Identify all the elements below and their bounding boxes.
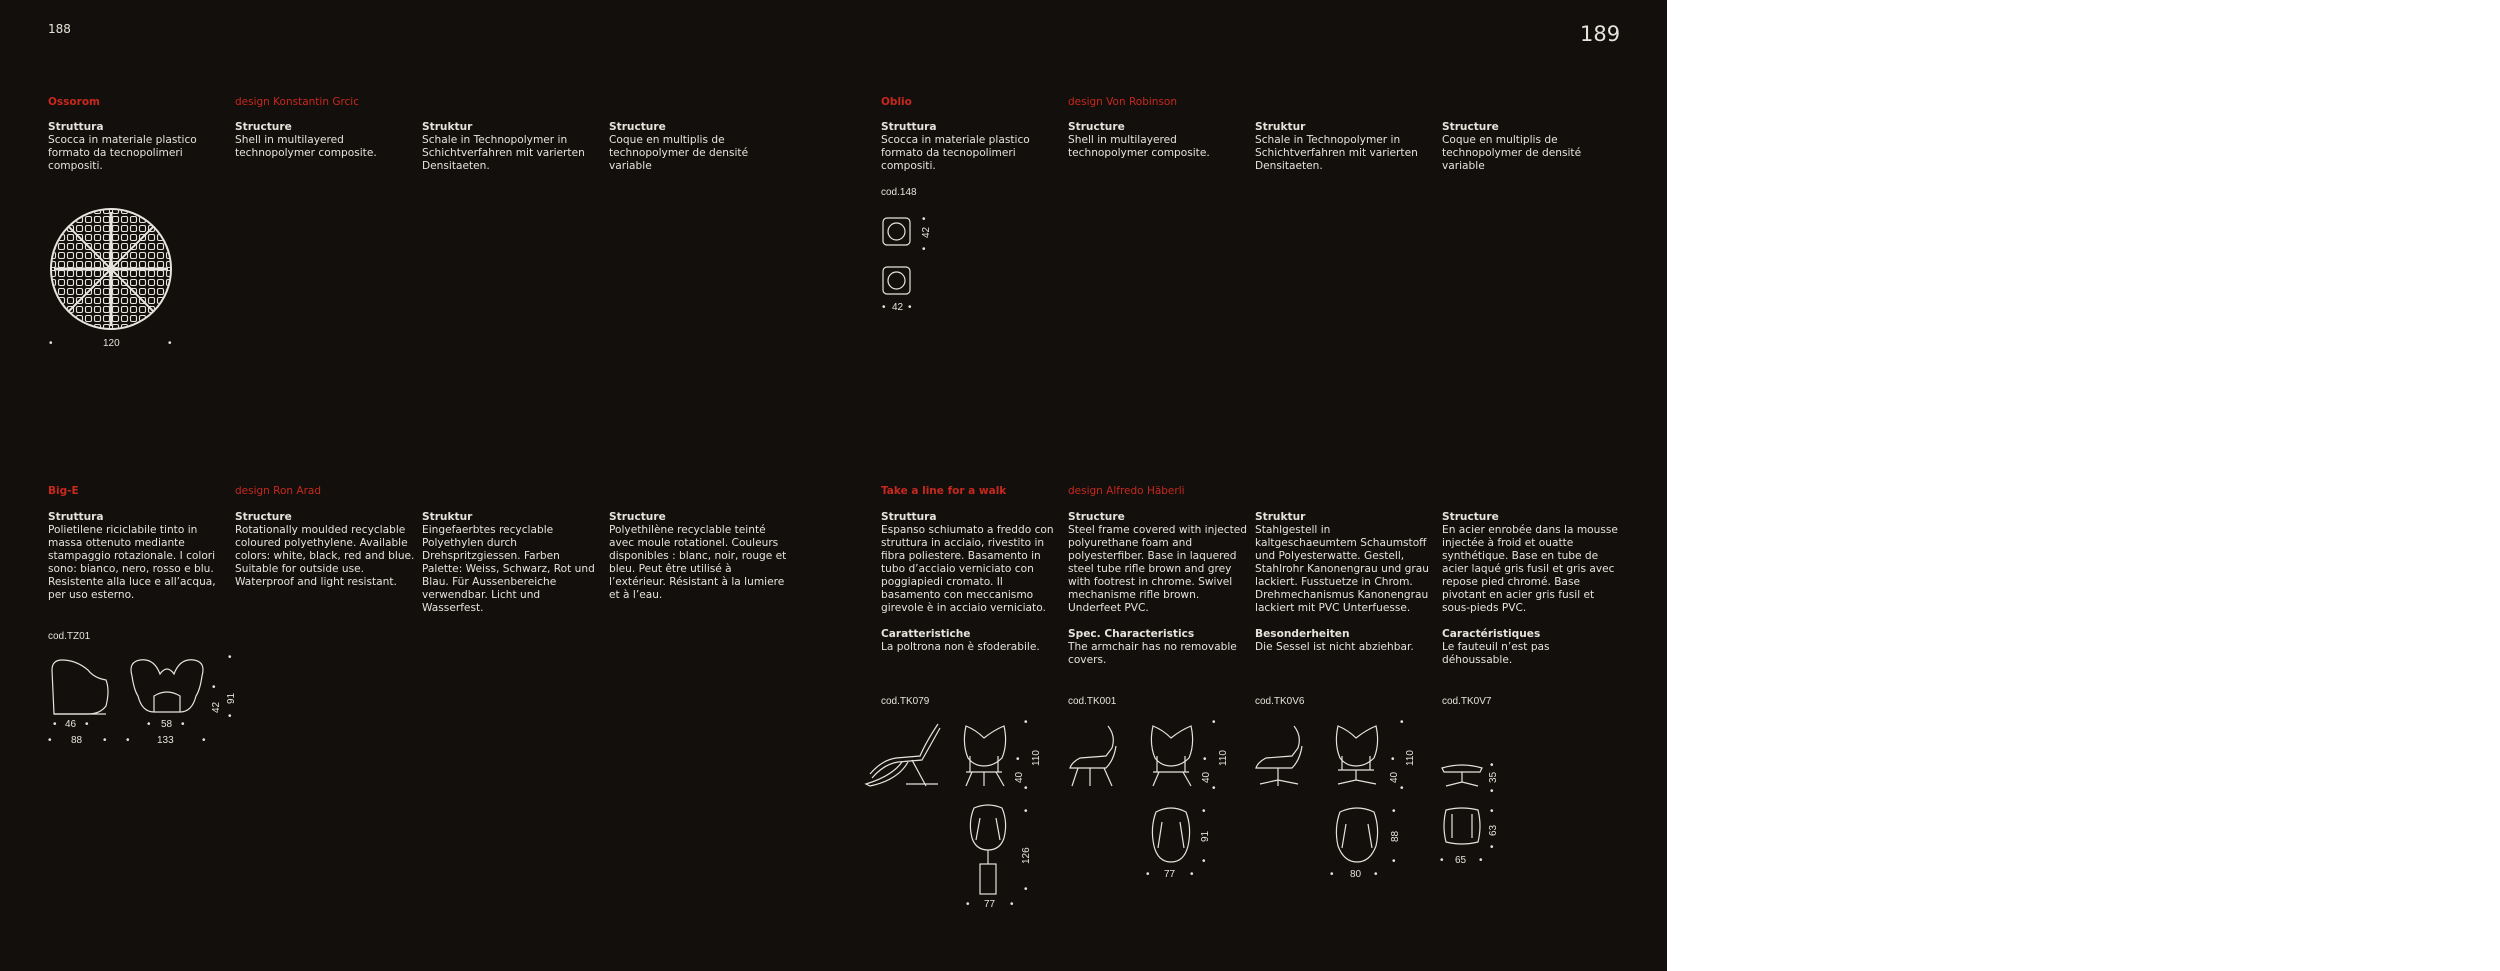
- spec-heading: Struttura: [881, 511, 937, 523]
- spec-text: Coque en multiplis de technopolymer de densité variable: [609, 134, 749, 172]
- spec-column-it: [48, 511, 228, 602]
- spec-column-fr: [609, 511, 789, 602]
- dim-91: 91: [226, 692, 237, 704]
- spec-heading-characteristics: Spec. Characteristics: [1068, 628, 1195, 640]
- spec-heading: Structure: [1442, 121, 1499, 133]
- product-code: cod.148: [881, 187, 917, 198]
- dim-tick: •: [49, 338, 53, 349]
- spec-text: Coque en multiplis de technopolymer de densité variable: [1442, 134, 1582, 172]
- spec-heading: Struktur: [1255, 511, 1306, 523]
- spec-heading: Structure: [235, 121, 292, 133]
- dim-tick: •: [1190, 869, 1194, 880]
- dim-tick: •: [966, 899, 970, 910]
- dim-tick: •: [1024, 783, 1028, 794]
- spec-column-fr: [1442, 511, 1622, 667]
- spec-text: Rotationally moulded recyclable coloured polyethylene. Available colors: white, black, red and blue. Suitable for outside use. Waterproof and light resistant.: [235, 524, 415, 588]
- spec-column-en: [1068, 511, 1248, 667]
- dim-tick: •: [202, 735, 206, 746]
- spec-column-it: [881, 511, 1061, 654]
- dim-tick: •: [212, 682, 216, 693]
- spec-heading-characteristics: Caractéristiques: [1442, 628, 1541, 640]
- dim-tick: •: [1400, 717, 1404, 728]
- dim-tick: •: [1490, 806, 1494, 817]
- spec-text: Polyethilène recyclable teinté avec moule rotationel. Couleurs disponibles : blanc, noir, rouge et bleu. Peut être utilisé à l’extérieur. Résistant à la lumiere et à l’eau.: [609, 524, 787, 601]
- dim-tick: •: [228, 711, 232, 722]
- dim-80: 80: [1350, 869, 1362, 880]
- dim-63: 63: [1488, 824, 1499, 836]
- spec-heading: Struttura: [48, 511, 104, 523]
- big-e-side-drawing: [48, 656, 110, 716]
- variant-code: cod.TK001: [1068, 696, 1117, 707]
- spec-column-en: [1068, 121, 1248, 160]
- ossorom-drawing: [48, 206, 178, 336]
- spec-heading: Struktur: [422, 121, 473, 133]
- dim-tick: •: [1490, 760, 1494, 771]
- spec-text: Scocca in materiale plastico formato da tecnopolimeri compositi.: [881, 134, 1030, 172]
- spec-text: Scocca in materiale plastico formato da tecnopolimeri compositi.: [48, 134, 197, 172]
- variant-code: cod.TK0V6: [1255, 696, 1305, 707]
- spec-heading-characteristics: Besonderheiten: [1255, 628, 1350, 640]
- spec-column-de: [422, 511, 602, 615]
- dim-126: 126: [1021, 847, 1032, 864]
- dim-tick: •: [228, 652, 232, 663]
- dim-88: 88: [71, 735, 83, 746]
- dim-tick: •: [1374, 869, 1378, 880]
- big-e-front-drawing: [126, 656, 208, 716]
- swivel-side-drawing: [1252, 722, 1310, 788]
- spec-text-characteristics: Le fauteuil n’est pas déhoussable.: [1442, 641, 1550, 666]
- product-name: Ossorom: [48, 96, 100, 108]
- dim-tick: •: [1024, 884, 1028, 895]
- dim-tick: •: [1203, 754, 1207, 765]
- lounge-side-drawing: [862, 720, 942, 788]
- product-designer: design Von Robinson: [1068, 96, 1177, 108]
- spec-column-it: [48, 121, 228, 173]
- dim-tick: •: [1010, 899, 1014, 910]
- spec-heading: Struktur: [422, 511, 473, 523]
- dim-88: 88: [1390, 830, 1401, 842]
- dim-tick: •: [147, 719, 151, 730]
- spec-column-de: [1255, 121, 1435, 173]
- dim-height: 42: [921, 226, 932, 238]
- dim-width: 42: [892, 302, 904, 313]
- dim-tick: •: [1400, 783, 1404, 794]
- spec-heading: Structure: [609, 121, 666, 133]
- dim-tick: •: [1016, 754, 1020, 765]
- spec-heading: Struttura: [48, 121, 104, 133]
- dim-tick: •: [882, 302, 886, 313]
- spec-text: Espanso schiumato a freddo con struttura in acciaio, rivestito in fibra poliestere. Basamento in tubo d’acciaio verniciato con poggiapiedi cromato. Il basamento con meccanismo girevole è in acciaio verniciato.: [881, 524, 1054, 614]
- dim-65: 65: [1455, 855, 1467, 866]
- variant-code: cod.TK079: [881, 696, 930, 707]
- dim-tick: •: [1392, 806, 1396, 817]
- spec-heading: Structure: [1068, 121, 1125, 133]
- oblio-front-drawing: [882, 217, 912, 247]
- product-designer: design Alfredo Häberli: [1068, 485, 1185, 497]
- spec-text: Schale in Technopolymer in Schichtverfahren mit varierten Densitaeten.: [422, 134, 585, 172]
- dim-91: 91: [1200, 830, 1211, 842]
- page-number-left: 188: [48, 22, 71, 36]
- spec-column-de: [422, 121, 602, 173]
- dim-tick: •: [922, 244, 926, 255]
- dim-tick: •: [1212, 717, 1216, 728]
- spec-heading-characteristics: Caratteristiche: [881, 628, 971, 640]
- product-designer: design Konstantin Grcic: [235, 96, 360, 108]
- dim-42: 42: [211, 701, 222, 713]
- footstool-side-drawing: [1440, 762, 1484, 788]
- dim-tick: •: [126, 735, 130, 746]
- dim-133: 133: [157, 735, 174, 746]
- swivel-top-drawing: [1332, 806, 1382, 866]
- spec-column-en: [235, 511, 415, 589]
- dim-tick: •: [53, 719, 57, 730]
- dim-tick: •: [1212, 783, 1216, 794]
- dim-110: 110: [1031, 750, 1042, 766]
- dim-tick: •: [85, 719, 89, 730]
- spec-column-de: [1255, 511, 1435, 654]
- spec-text: Shell in multilayered technopolymer composite.: [1068, 134, 1210, 159]
- dim-tick: •: [1146, 869, 1150, 880]
- spec-text-characteristics: La poltrona non è sfoderabile.: [881, 641, 1040, 653]
- spec-heading: Struktur: [1255, 121, 1306, 133]
- dim-58: 58: [161, 719, 173, 730]
- dim-tick: •: [181, 719, 185, 730]
- spec-heading: Structure: [1068, 511, 1125, 523]
- dim-tick: •: [48, 735, 52, 746]
- product-name: Big-E: [48, 485, 79, 497]
- spec-heading: Struttura: [881, 121, 937, 133]
- spec-column-fr: [1442, 121, 1622, 173]
- dim-tick: •: [168, 338, 172, 349]
- spec-column-fr: [609, 121, 789, 173]
- dim-46: 46: [65, 719, 77, 730]
- dim-tick: •: [1024, 806, 1028, 817]
- variant-code: cod.TK0V7: [1442, 696, 1492, 707]
- dim-width: 120: [103, 338, 120, 349]
- dim-35: 35: [1488, 771, 1499, 783]
- dim-77: 77: [1164, 869, 1176, 880]
- dim-tick: •: [1202, 856, 1206, 867]
- dim-tick: •: [1490, 842, 1494, 853]
- product-designer: design Ron Arad: [235, 485, 322, 497]
- dim-tick: •: [1330, 869, 1334, 880]
- lounge-top-drawing: [966, 804, 1010, 896]
- footstool-top-drawing: [1440, 806, 1484, 846]
- dim-tick: •: [1391, 754, 1395, 765]
- page-number-right: 189: [1580, 22, 1621, 46]
- spec-column-it: [881, 121, 1061, 173]
- dim-tick: •: [908, 302, 912, 313]
- dim-40: 40: [1014, 771, 1025, 783]
- spec-column-en: [235, 121, 415, 160]
- spec-text: Polietilene riciclabile tinto in massa ottenuto mediante stampaggio rotazionale. I colori sono: bianco, nero, rosso e blu. Resistente alla luce e all’acqua, per uso esterno.: [48, 524, 216, 601]
- spec-text: Eingefaerbtes recyclable Polyethylen durch Drehspritzgiessen. Farben Palette: Weiss, Schwarz, Rot und Blau. Für Aussenbereiche verwendbar. Licht und Wasserfest.: [422, 524, 595, 614]
- oblio-top-drawing: [882, 266, 912, 296]
- spec-text: Schale in Technopolymer in Schichtverfahren mit varierten Densitaeten.: [1255, 134, 1418, 172]
- spec-text: En acier enrobée dans la mousse injectée à froid et ouatte synthétique. Base en tube de acier laqué gris fusil et gris avec repose pied chromé. Base pivotant en acier gris fusil et sous-pieds PVC.: [1442, 524, 1618, 614]
- dim-tick: •: [1392, 856, 1396, 867]
- spec-text-characteristics: The armchair has no removable covers.: [1068, 641, 1237, 666]
- dim-tick: •: [103, 735, 107, 746]
- dim-40: 40: [1201, 771, 1212, 783]
- dim-tick: •: [1479, 855, 1483, 866]
- spec-text: Steel frame covered with injected polyurethane foam and polyesterfiber. Base in laquered steel tube rifle brown and grey with footrest in chrome. Swivel mechanisme rifle brown. Underfeet PVC.: [1068, 524, 1248, 614]
- dim-tick: •: [1440, 855, 1444, 866]
- dim-tick: •: [1024, 717, 1028, 728]
- armchair-front-drawing: [1147, 722, 1197, 788]
- lounge-front-drawing: [960, 722, 1010, 788]
- spec-heading: Structure: [1442, 511, 1499, 523]
- dim-tick: •: [1490, 786, 1494, 797]
- dim-40: 40: [1389, 771, 1400, 783]
- product-code: cod.TZ01: [48, 631, 91, 642]
- dim-tick: •: [1202, 806, 1206, 817]
- spec-text-characteristics: Die Sessel ist nicht abziehbar.: [1255, 641, 1414, 653]
- dim-110: 110: [1405, 750, 1416, 766]
- dim-77: 77: [984, 899, 996, 910]
- dim-110: 110: [1218, 750, 1229, 766]
- spec-heading: Structure: [235, 511, 292, 523]
- spec-text: Shell in multilayered technopolymer composite.: [235, 134, 377, 159]
- swivel-front-drawing: [1332, 722, 1382, 788]
- dim-tick: •: [922, 214, 926, 225]
- armchair-side-drawing: [1066, 722, 1124, 788]
- product-name: Oblio: [881, 96, 912, 108]
- spec-text: Stahlgestell in kaltgeschaeumtem Schaumstoff und Polyesterwatte. Gestell, Stahlrohr Kanonengrau und grau lackiert. Fusstuetze in Chrom. Drehmechanismus Kanonengrau lackiert mit PVC Unterfuesse.: [1255, 524, 1429, 614]
- product-name: Take a line for a walk: [881, 485, 1007, 497]
- spec-heading: Structure: [609, 511, 666, 523]
- armchair-top-drawing: [1148, 806, 1194, 866]
